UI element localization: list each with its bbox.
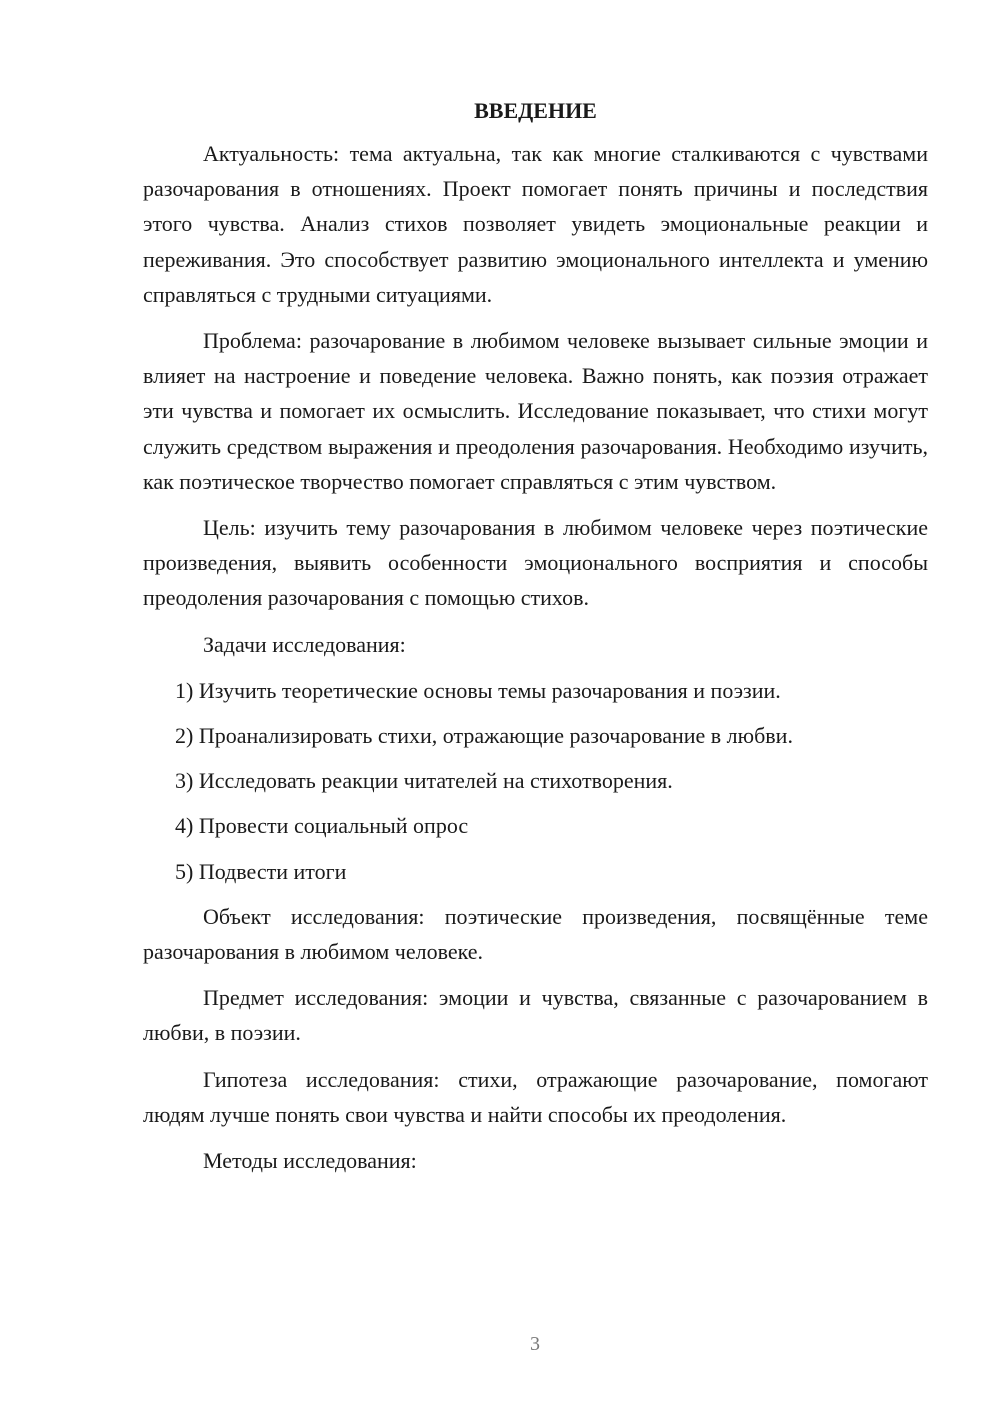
list-item: 4) Провести социальный опрос	[175, 813, 469, 839]
tasks-list	[143, 673, 928, 889]
list-item: 5) Подвести итоги	[175, 858, 347, 884]
list-item: 3) Исследовать реакции читателей на стихотворения.	[175, 768, 673, 794]
page-title: ВВЕДЕНИЕ	[474, 98, 597, 123]
hypothesis-paragraph: Гипотеза исследования: стихи, отражающие разочарование, помогают людям лучше понять свои чувства и найти способы их преодоления.	[143, 1066, 928, 1127]
goal-paragraph: Цель: изучить тему разочарования в любимом человеке через поэтические произведения, выявить особенности эмоционального восприятия и способы преодоления разочарования с помощью стихов.	[143, 515, 928, 611]
methods-heading: Методы исследования:	[203, 1148, 417, 1174]
subject-paragraph: Предмет исследования: эмоции и чувства, связанные с разочарованием в любви, в поэзии.	[143, 985, 928, 1046]
problem-paragraph: Проблема: разочарование в любимом человеке вызывает сильные эмоции и влияет на настроение и поведение человека. Важно понять, как поэзия отражает эти чувства и помогает их осмыслить. Исследование показывает, что стихи могут служить средством выражения и преодоления разочарования. Необходимо изучить, как поэтическое творчество помогает справляться с этим чувством.	[143, 328, 928, 494]
list-item: 1) Изучить теоретические основы темы разочарования и поэзии.	[175, 677, 781, 703]
page-content	[143, 96, 928, 1189]
list-item: 2) Проанализировать стихи, отражающие разочарование в любви.	[175, 723, 793, 749]
relevance-paragraph: Актуальность: тема актуальна, так как многие сталкиваются с чувствами разочарования в отношениях. Проект помогает понять причины и последствия этого чувства. Анализ стихов позволяет увидеть эмоциональные реакции и переживания. Это способствует развитию эмоционального интеллекта и умению справляться с трудными ситуациями.	[143, 141, 928, 307]
object-paragraph: Объект исследования: поэтические произведения, посвящённые теме разочарования в любимом человеке.	[143, 903, 928, 965]
tasks-heading: Задачи исследования:	[203, 631, 406, 657]
page-number: 3	[530, 1333, 540, 1355]
